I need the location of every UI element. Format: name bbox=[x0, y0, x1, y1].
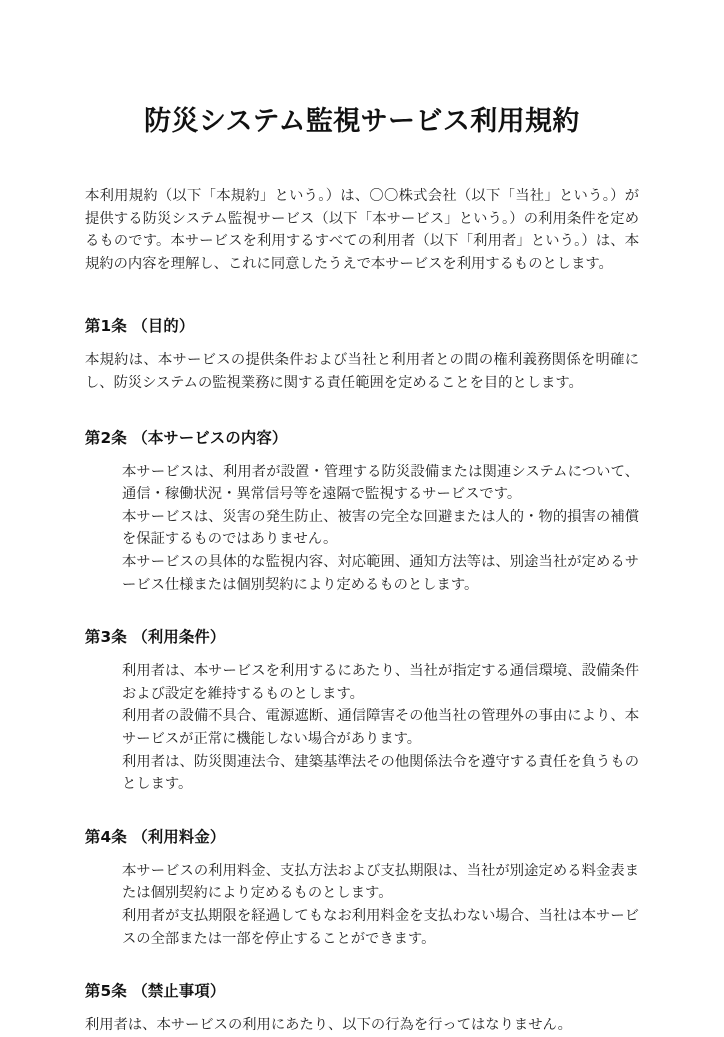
article-heading-3: 第3条 （利用条件） bbox=[85, 628, 226, 647]
article-section-4 bbox=[85, 796, 639, 950]
article-paragraph: 利用者は、本サービスを利用するにあたり、当社が指定する通信環境、設備条件および設定を維持するものとします。 bbox=[122, 663, 639, 702]
article-paragraph: 本サービスは、利用者が設置・管理する防災設備または関連システムについて、通信・稼働状況・異常信号等を遠隔で監視するサービスです。 bbox=[122, 463, 639, 503]
article-body-4 bbox=[85, 848, 639, 950]
article-heading-4: 第4条 （利用料金） bbox=[85, 827, 226, 846]
article-paragraph: 本規約は、本サービスの提供条件および当社と利用者との間の権利義務関係を明確にし、防災システムの監視業務に関する責任範囲を定めることを目的とします。 bbox=[85, 352, 639, 392]
article-heading-1: 第1条 （目的） bbox=[85, 317, 195, 336]
article-body-2 bbox=[85, 449, 639, 597]
article-paragraph: 本サービスの具体的な監視内容、対応範囲、通知方法等は、別途当社が定めるサービス仕様または個別契約により定めるものとします。 bbox=[122, 554, 639, 593]
article-paragraph: 利用者は、本サービスの利用にあたり、以下の行為を行ってはなりません。 bbox=[85, 1017, 572, 1034]
article-body-1 bbox=[85, 337, 639, 394]
article-section-2 bbox=[85, 395, 639, 597]
article-paragraph: 利用者の設備不具合、電源遮断、通信障害その他当社の管理外の事由により、本サービスが正常に機能しない場合があります。 bbox=[122, 708, 639, 747]
article-body-3 bbox=[85, 648, 639, 796]
article-paragraph: 本サービスの利用料金、支払方法および支払期限は、当社が別途定める料金表または個別契約により定めるものとします。 bbox=[122, 862, 639, 902]
page-title: 防災システム監視サービス利用規約 bbox=[144, 106, 580, 137]
article-paragraph: 利用者は、防災関連法令、建築基準法その他関係法令を遵守する責任を負うものとします。 bbox=[122, 753, 639, 793]
article-body-5 bbox=[85, 1002, 639, 1037]
intro-paragraph: 本利用規約（以下「本規約」という。）は、〇〇株式会社（以下「当社」という。）が提供する防災システム監視サービス（以下「本サービス」という。）の利用条件を定めるものです。本サービスを利用するすべての利用者（以下「利用者」という。）は、本規約の内容を理解し、これに同意したうえで本サービスを利用するものとします。 bbox=[85, 188, 639, 272]
article-section-3 bbox=[85, 596, 639, 796]
article-heading-2: 第2条 （本サービスの内容） bbox=[85, 428, 288, 447]
article-section-1 bbox=[85, 275, 639, 394]
article-paragraph: 利用者が支払期限を経過してもなお利用料金を支払わない場合、当社は本サービスの全部または一部を停止することができます。 bbox=[122, 907, 639, 947]
article-heading-5: 第5条 （禁止事項） bbox=[85, 982, 226, 1001]
article-paragraph: 本サービスは、災害の発生防止、被害の完全な回避または人的・物的損害の補償を保証するものではありません。 bbox=[122, 508, 639, 548]
